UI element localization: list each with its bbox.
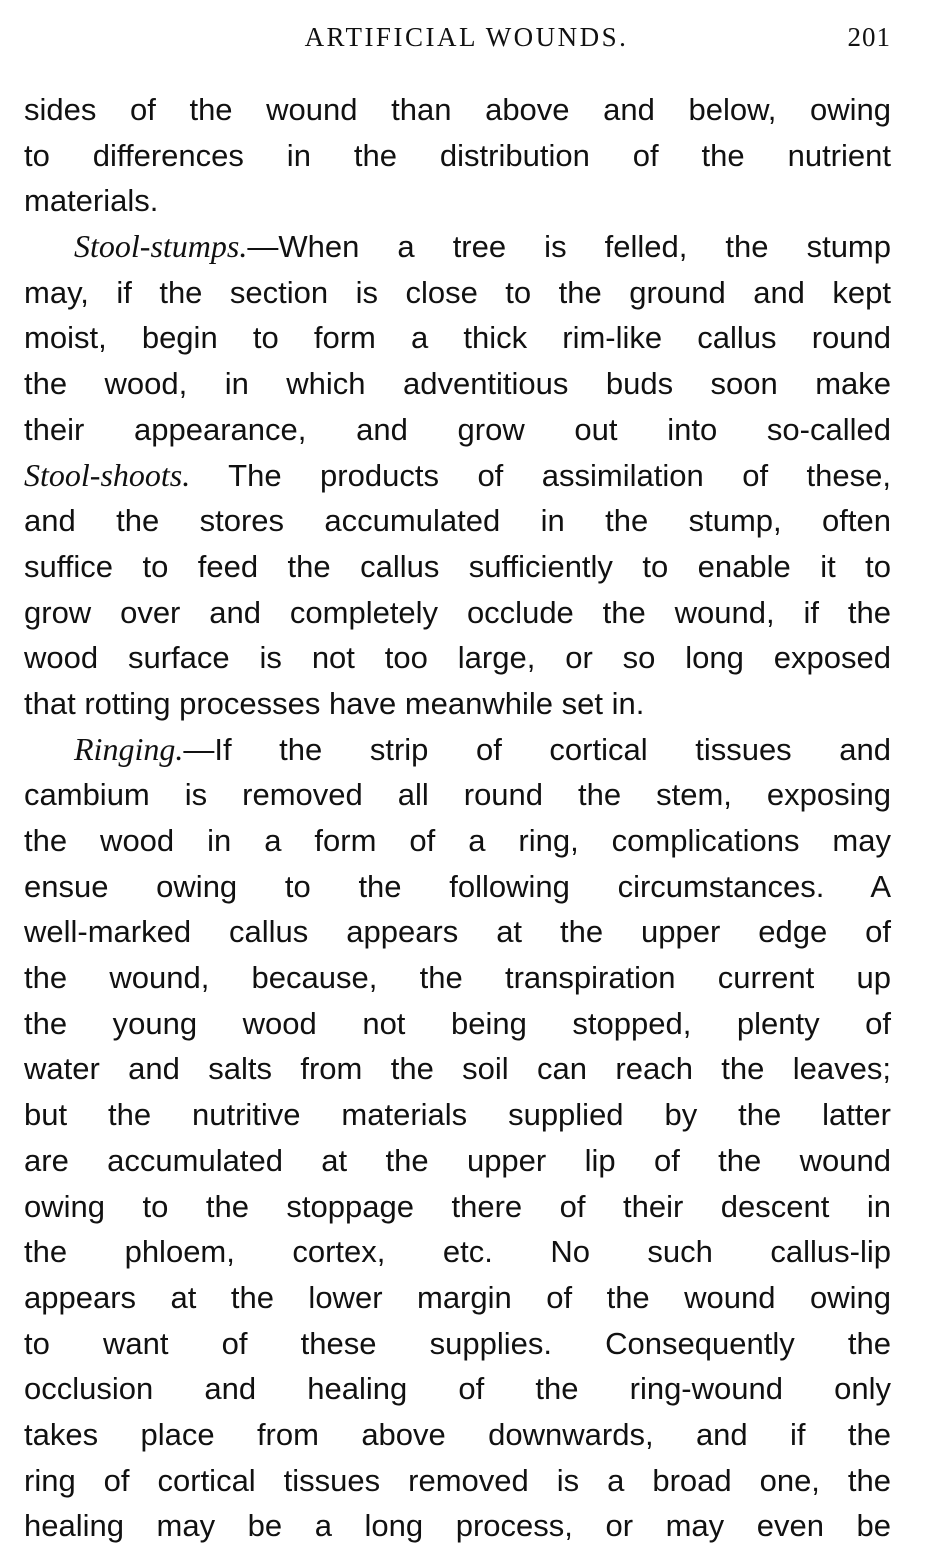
text-line <box>24 864 891 910</box>
text-line <box>24 1184 891 1230</box>
text-line <box>24 315 891 361</box>
line-text: suffice to feed the callus sufficiently to enable it to <box>24 548 891 584</box>
text-line <box>24 909 891 955</box>
line-text: well-marked callus appears at the upper edge of <box>24 914 891 950</box>
line-text: may, if the section is close to the ground and kept <box>24 274 891 310</box>
text-line <box>24 453 891 499</box>
running-header <box>0 20 933 60</box>
text-line <box>24 1321 891 1367</box>
text-line <box>24 727 891 773</box>
line-text: to differences in the distribution of the nutrient <box>24 137 891 173</box>
line-text: moist, begin to form a thick rim-like callus round <box>24 320 891 356</box>
line-text: the wound, because, the transpiration current up <box>24 960 891 996</box>
line-text: to want of these supplies. Consequently the <box>24 1325 891 1361</box>
line-text: —When a tree is felled, the stump <box>247 229 891 265</box>
text-line <box>24 1458 891 1504</box>
line-text: grow over and completely occlude the wound, if the <box>24 594 891 630</box>
line-text: appears at the lower margin of the wound owing <box>24 1279 891 1315</box>
line-text: water and salts from the soil can reach the leaves; <box>24 1051 891 1087</box>
body-text <box>24 87 891 1549</box>
line-text: the phloem, cortex, etc. No such callus-lip <box>24 1234 891 1270</box>
line-text: wood surface is not too large, or so long exposed <box>24 640 891 676</box>
line-text: the wood, in which adventitious buds soon make <box>24 366 891 402</box>
text-line <box>24 1229 891 1275</box>
italic-heading: Stool-shoots. <box>24 456 191 493</box>
text-line <box>24 681 891 727</box>
line-text: are accumulated at the upper lip of the wound <box>24 1142 891 1178</box>
line-text: that rotting processes have meanwhile set in. <box>24 685 645 721</box>
text-line <box>24 1412 891 1458</box>
text-line <box>24 1503 891 1549</box>
text-line <box>24 224 891 270</box>
text-line <box>24 133 891 179</box>
line-text: cambium is removed all round the stem, exposing <box>24 777 891 813</box>
text-line <box>24 178 891 224</box>
page-number: 201 <box>847 22 891 52</box>
line-text: the young wood not being stopped, plenty of <box>24 1005 891 1041</box>
line-text: the wood in a form of a ring, complications may <box>24 823 891 858</box>
italic-heading: Ringing. <box>74 730 184 767</box>
running-title: ARTIFICIAL WOUNDS. <box>304 22 629 52</box>
text-line <box>24 1092 891 1138</box>
line-text: materials. <box>24 183 159 219</box>
line-text: ring of cortical tissues removed is a broad one, the <box>24 1462 891 1498</box>
text-line <box>24 1001 891 1047</box>
line-text: ensue owing to the following circumstances. A <box>24 868 891 904</box>
text-line <box>24 590 891 636</box>
text-line <box>24 498 891 544</box>
italic-heading: Stool-stumps. <box>74 228 248 265</box>
text-line <box>24 772 891 818</box>
text-line <box>24 1275 891 1321</box>
line-text: and the stores accumulated in the stump, often <box>24 503 891 539</box>
text-line <box>24 544 891 590</box>
text-line <box>24 407 891 453</box>
line-text: occlusion and healing of the ring-wound only <box>24 1371 891 1407</box>
line-text: The products of assimilation of these, <box>190 457 891 493</box>
text-line <box>24 361 891 407</box>
line-text: sides of the wound than above and below, owing <box>24 92 891 127</box>
text-line <box>24 270 891 316</box>
line-text: takes place from above downwards, and if the <box>24 1416 891 1452</box>
line-text: —If the strip of cortical tissues and <box>183 731 891 767</box>
line-text: their appearance, and grow out into so-called <box>24 411 891 447</box>
text-line <box>24 955 891 1001</box>
text-line <box>24 1366 891 1412</box>
text-line <box>24 1138 891 1184</box>
text-line <box>24 635 891 681</box>
text-line <box>24 818 891 864</box>
line-text: owing to the stoppage there of their descent in <box>24 1188 891 1224</box>
text-line <box>24 87 891 133</box>
line-text: healing may be a long process, or may even be <box>24 1508 891 1544</box>
text-line <box>24 1046 891 1092</box>
line-text: but the nutritive materials supplied by the latter <box>24 1097 891 1133</box>
